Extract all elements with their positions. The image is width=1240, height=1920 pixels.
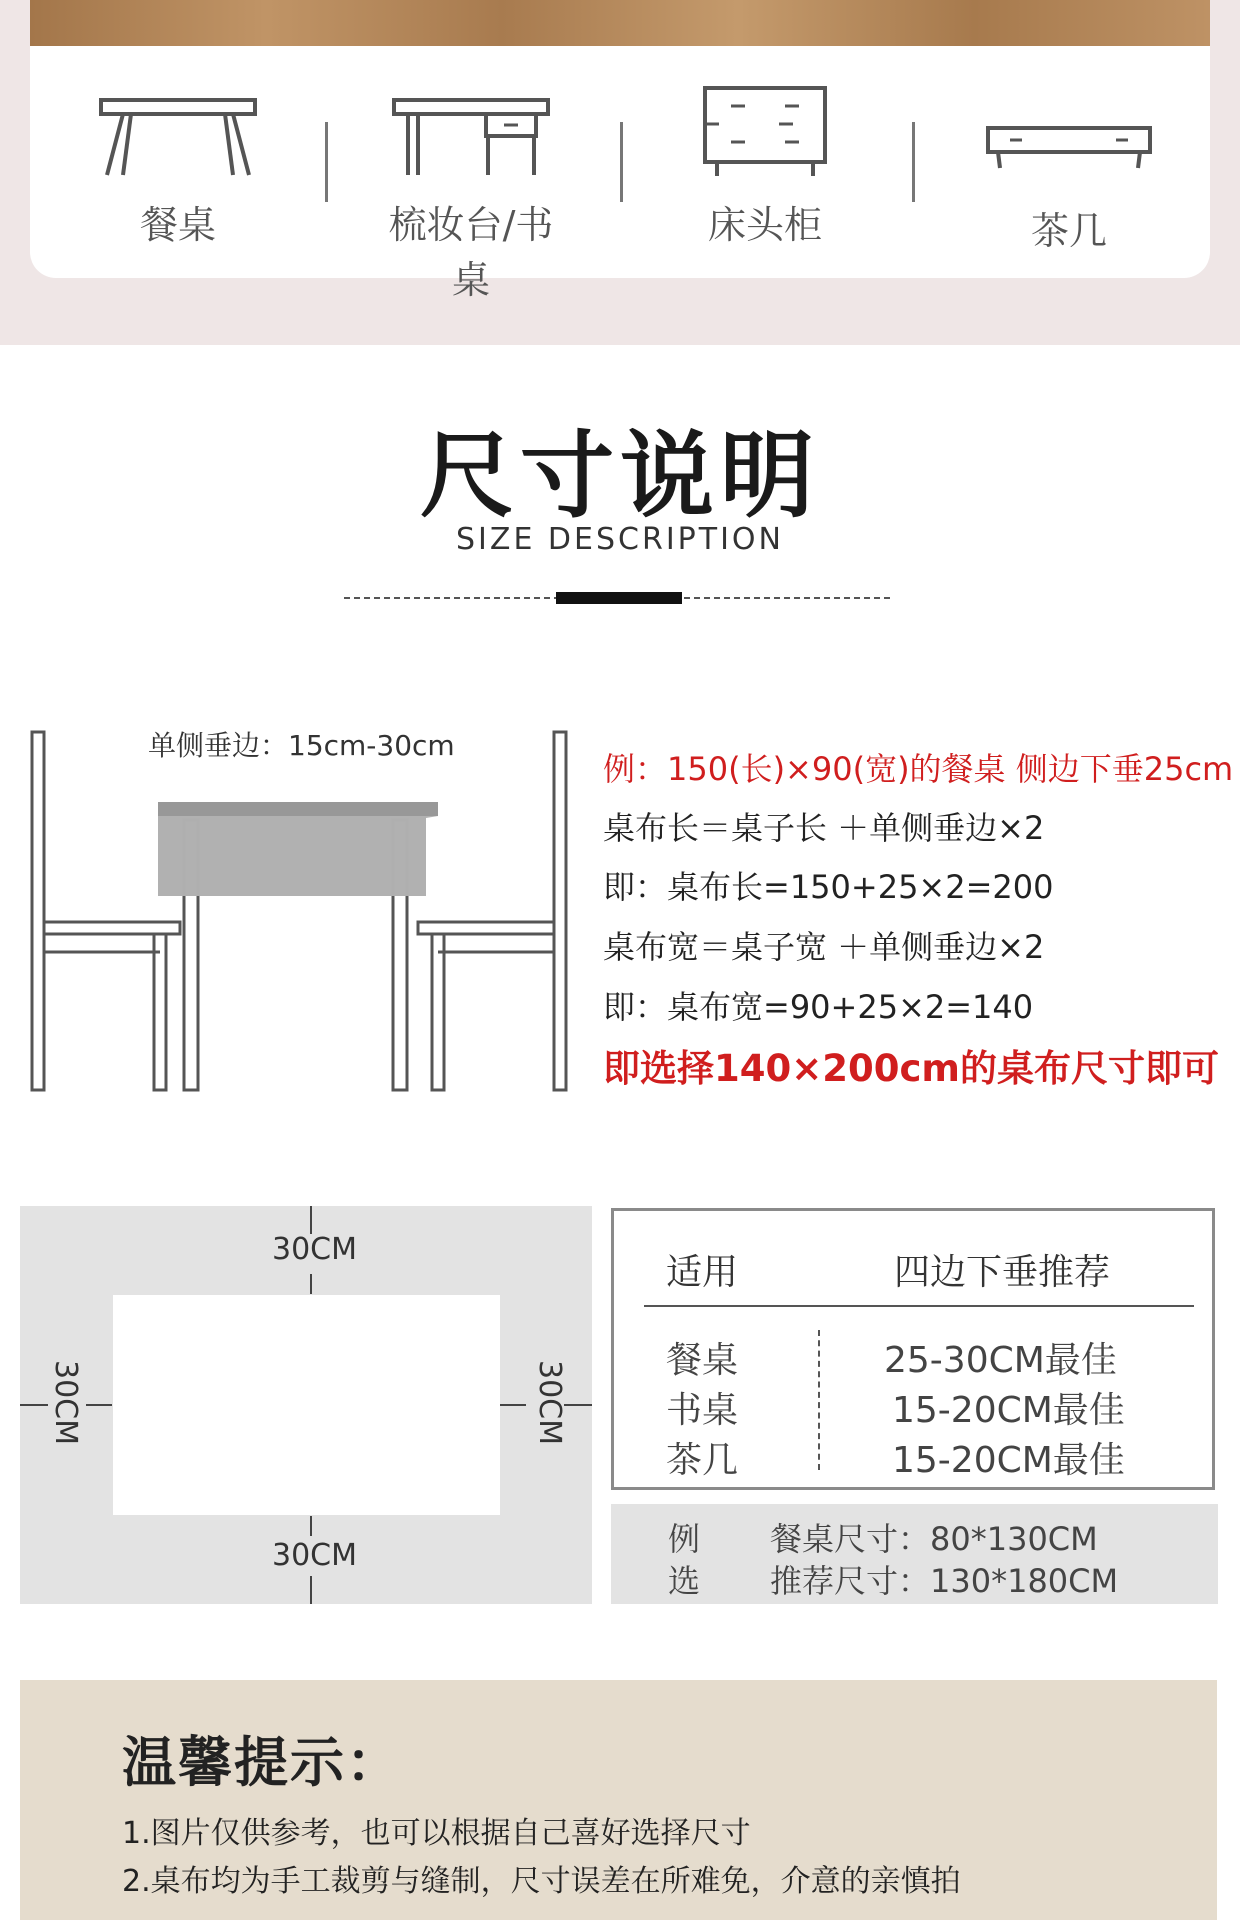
furniture-label: 餐桌 [139,203,216,247]
page-subtitle: SIZE DESCRIPTION [456,522,784,557]
formula-conclusion: 即选择140×200cm的桌布尺寸即可 [603,1047,1219,1090]
formula-width-calc: 即：桌布宽=90+25×2=140 [603,988,1034,1026]
table-cell-type: 书桌 [666,1390,739,1431]
furniture-label: 床头柜 [707,203,822,247]
divider [912,122,915,202]
dresser-desk-icon [386,90,556,180]
example-line-2: 推荐尺寸：130*180CM [770,1562,1119,1600]
title-accent-bar [556,592,682,604]
table-header-rule [644,1305,1194,1307]
divider [620,122,623,202]
hang-range-label: 单侧垂边：15cm-30cm [148,729,455,762]
dim-right: 30CM [532,1360,567,1446]
dim-left: 30CM [48,1360,83,1446]
page-title: 尺寸说明 [419,422,820,531]
furniture-label: 梳妆台/书桌 [388,203,554,302]
furniture-item-coffee-table [979,110,1159,255]
table-header-drop: 四边下垂推荐 [894,1252,1111,1293]
table-cell-value: 15-20CM最佳 [892,1440,1125,1481]
dim-bottom: 30CM [272,1538,358,1573]
formula-example: 例：150(长)×90(宽)的餐桌 侧边下垂25cm [603,750,1234,788]
table-header-type: 适用 [666,1252,739,1293]
example-label-1: 例 [668,1520,701,1558]
table-chairs-illustration [20,720,580,1100]
coffee-table-icon [984,110,1154,180]
furniture-item-desk [381,90,561,304]
example-line-1: 餐桌尺寸：80*130CM [770,1520,1098,1558]
furniture-item-nightstand [675,84,855,249]
dim-top: 30CM [272,1232,358,1267]
tips-title: 温馨提示： [122,1731,402,1794]
table-column-divider [818,1330,820,1470]
table-cell-value: 15-20CM最佳 [892,1390,1125,1431]
divider [325,122,328,202]
dining-table-icon [93,90,263,180]
example-label-2: 选 [668,1562,701,1600]
furniture-label: 茶几 [1030,209,1107,253]
table-cell-value: 25-30CM最佳 [884,1340,1117,1381]
formula-length-calc: 即：桌布长=150+25×2=200 [603,868,1054,906]
nightstand-icon [695,84,835,180]
tip-item: 2.桌布均为手工裁剪与缝制，尺寸误差在所难免，介意的亲慎拍 [122,1864,961,1899]
formula-length-rule: 桌布长＝桌子长 ＋单侧垂边×2 [603,809,1045,847]
wood-floor-strip [30,0,1210,46]
furniture-item-dining [88,90,268,249]
table-cell-type: 茶几 [666,1440,739,1481]
formula-width-rule: 桌布宽＝桌子宽 ＋单侧垂边×2 [603,928,1045,966]
tip-item: 1.图片仅供参考，也可以根据自己喜好选择尺寸 [122,1816,751,1851]
table-cell-type: 餐桌 [666,1340,739,1381]
